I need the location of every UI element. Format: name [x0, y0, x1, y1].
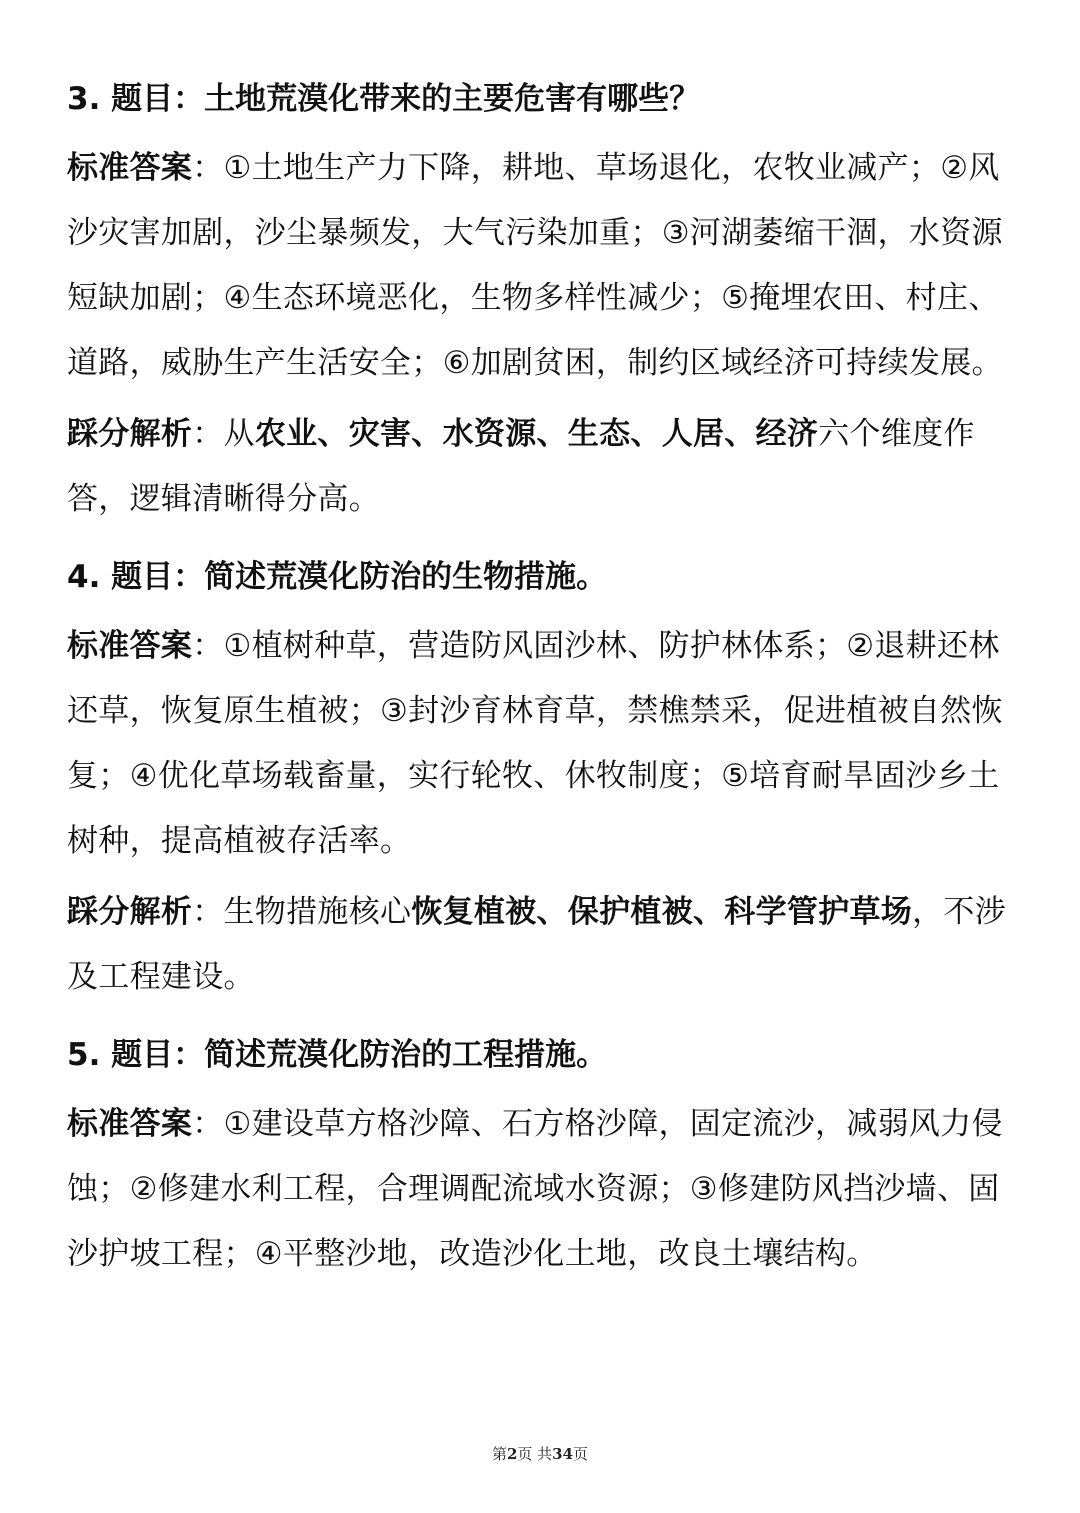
analysis-keywords: 恢复植被、保护植被、科学管护草场	[411, 894, 913, 930]
answer-3	[67, 136, 1015, 396]
analysis-label: 踩分解析	[67, 894, 193, 930]
footer-post: 页	[573, 1445, 589, 1463]
document-content	[67, 68, 1015, 1287]
analysis-text-post: ，不涉及工程建设。	[67, 894, 1007, 995]
analysis-text-pre: ：从	[192, 416, 255, 452]
analysis-keywords: 农业、灾害、水资源、生态、人居、经济	[254, 416, 819, 452]
answer-label: 标准答案	[67, 150, 193, 186]
answer-5	[67, 1092, 1015, 1287]
analysis-3	[67, 402, 1015, 532]
answer-text: ：①植树种草，营造防风固沙林、防护林体系；②退耕还林还草，恢复原生植被；③封沙育林育草，禁樵禁采，促进植被自然恢复；④优化草场载畜量，实行轮牧、休牧制度；⑤培育耐旱固沙乡土树种，提高植被存活率。	[67, 628, 1003, 859]
footer-total-pages: 34	[552, 1445, 574, 1463]
question-5-title: 5. 题目：简述荒漠化防治的工程措施。	[67, 1037, 608, 1073]
analysis-text-post: 六个维度作答，逻辑清晰得分高。	[67, 416, 975, 517]
footer-current-page: 2	[506, 1445, 518, 1463]
answer-text: ：①土地生产力下降，耕地、草场退化，农牧业减产；②风沙灾害加剧，沙尘暴频发，大气污染加重；③河湖萎缩干涸，水资源短缺加剧；④生态环境恶化，生物多样性减少；⑤掩埋农田、村庄、道路，威胁生产生活安全；⑥加剧贫困，制约区域经济可持续发展。	[67, 150, 1003, 381]
answer-label: 标准答案	[67, 628, 193, 664]
question-3-title: 3. 题目：土地荒漠化带来的主要危害有哪些？	[67, 81, 701, 117]
question-4-title: 4. 题目：简述荒漠化防治的生物措施。	[67, 559, 608, 595]
analysis-text-pre: ：生物措施核心	[192, 894, 412, 930]
analysis-4	[67, 880, 1015, 1010]
footer-mid: 页 共	[517, 1445, 553, 1463]
answer-4	[67, 614, 1015, 874]
footer-pre: 第	[491, 1445, 507, 1463]
answer-label: 标准答案	[67, 1106, 193, 1142]
page-footer	[0, 1442, 1080, 1466]
analysis-label: 踩分解析	[67, 416, 193, 452]
answer-text: ：①建设草方格沙障、石方格沙障，固定流沙，减弱风力侵蚀；②修建水利工程，合理调配流域水资源；③修建防风挡沙墙、固沙护坡工程；④平整沙地，改造沙化土地，改良土壤结构。	[67, 1106, 1003, 1272]
